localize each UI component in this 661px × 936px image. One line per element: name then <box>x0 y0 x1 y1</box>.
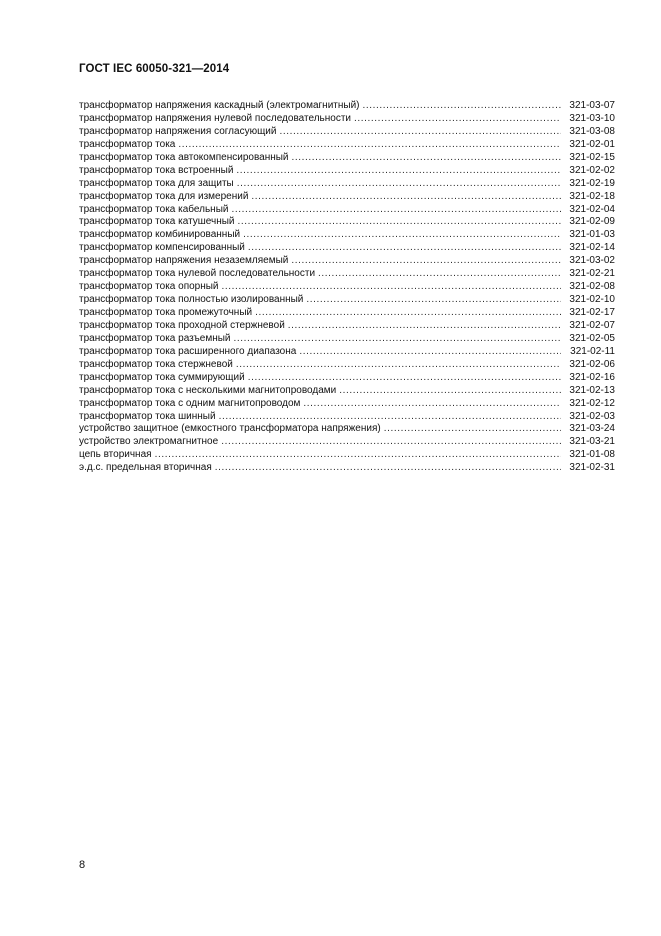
index-term: цепь вторичная <box>79 449 152 461</box>
dot-leader <box>231 204 561 217</box>
term-code: 321-02-15 <box>569 151 615 163</box>
dot-leader <box>248 242 561 255</box>
index-entry <box>79 411 615 424</box>
dot-leader <box>221 436 561 449</box>
index-entry <box>79 281 615 294</box>
index-term: устройство защитное (емкостного трансформатора напряжения) <box>79 423 381 435</box>
index-term: трансформатор тока для измерений <box>79 190 249 202</box>
index-entry <box>79 165 615 178</box>
index-entry <box>79 255 615 268</box>
index-term: трансформатор компенсированный <box>79 242 245 254</box>
index-entry <box>79 436 615 449</box>
index-entry <box>79 191 615 204</box>
term-code: 321-02-16 <box>569 371 615 383</box>
term-code: 321-02-11 <box>570 345 615 357</box>
index-entry <box>79 268 615 281</box>
dot-leader <box>215 462 561 475</box>
document-header: ГОСТ IEC 60050-321—2014 <box>79 63 230 75</box>
dot-leader <box>255 307 561 320</box>
index-term: э.д.с. предельная вторичная <box>79 462 212 474</box>
dot-leader <box>251 191 561 204</box>
index-entry <box>79 204 615 217</box>
index-entry <box>79 346 615 359</box>
index-entry <box>79 449 615 462</box>
term-code: 321-02-08 <box>569 281 615 293</box>
index-term: трансформатор тока промежуточный <box>79 307 253 318</box>
term-code: 321-02-02 <box>569 164 615 176</box>
index-term: устройство электромагнитное <box>79 436 219 448</box>
index-entry <box>79 294 615 307</box>
index-term: трансформатор напряжения каскадный (электромагнитный) <box>79 100 360 111</box>
index-term: трансформатор тока для защиты <box>79 177 234 189</box>
term-code: 321-01-08 <box>569 449 615 461</box>
dot-leader <box>233 333 561 346</box>
index-term: трансформатор тока шинный <box>79 410 216 422</box>
index-entry <box>79 126 615 139</box>
index-term: трансформатор тока суммирующий <box>79 371 245 383</box>
index-entry <box>79 423 615 436</box>
index-entry <box>79 333 615 346</box>
index-term: трансформатор тока <box>79 138 176 150</box>
index-entry <box>79 307 615 320</box>
term-code: 321-02-10 <box>569 294 615 306</box>
index-term: трансформатор напряжения согласующий <box>79 125 277 137</box>
index-entry <box>79 100 615 113</box>
index-entry <box>79 178 615 191</box>
term-code: 321-03-08 <box>569 125 615 137</box>
dot-leader <box>243 229 561 242</box>
term-code: 321-02-01 <box>569 138 615 150</box>
index-entry <box>79 320 615 333</box>
dot-leader <box>354 113 561 126</box>
index-term: трансформатор тока автокомпенсированный <box>79 151 289 163</box>
dot-leader <box>363 100 562 113</box>
term-code: 321-02-17 <box>569 307 615 318</box>
term-code: 321-02-09 <box>569 216 615 228</box>
dot-leader <box>236 165 561 178</box>
term-code: 321-02-12 <box>569 397 615 409</box>
term-code: 321-03-21 <box>569 436 615 448</box>
index-entry <box>79 152 615 165</box>
dot-leader <box>178 139 561 152</box>
dot-leader <box>238 216 561 229</box>
dot-leader <box>384 423 561 436</box>
index-term: трансформатор напряжения нулевой последовательности <box>79 112 351 124</box>
index-entry <box>79 113 615 126</box>
index-term: трансформатор тока встроенный <box>79 164 234 176</box>
page-number: 8 <box>79 859 86 871</box>
term-code: 321-01-03 <box>569 229 615 241</box>
term-code: 321-03-07 <box>569 100 615 111</box>
term-code: 321-02-18 <box>569 190 615 202</box>
index-term: трансформатор тока полностью изолированный <box>79 294 304 306</box>
index-term: трансформатор тока нулевой последовательности <box>79 268 316 280</box>
index-term: трансформатор тока стержневой <box>79 358 233 370</box>
dot-leader <box>236 359 561 372</box>
dot-leader <box>237 178 561 191</box>
index-entry <box>79 359 615 372</box>
dot-leader <box>318 268 561 281</box>
index-term: трансформатор напряжения незаземляемый <box>79 255 289 267</box>
term-code: 321-02-03 <box>569 410 615 422</box>
index-entry <box>79 462 615 475</box>
index-term: трансформатор комбинированный <box>79 229 241 241</box>
index-entry <box>79 385 615 398</box>
dot-leader <box>219 411 561 424</box>
dot-leader <box>291 255 561 268</box>
dot-leader <box>155 449 561 462</box>
index-term: трансформатор тока расширенного диапазона <box>79 345 297 357</box>
dot-leader <box>288 320 561 333</box>
dot-leader <box>292 152 561 165</box>
index-term: трансформатор тока разъемный <box>79 332 231 344</box>
term-code: 321-02-31 <box>569 462 615 474</box>
index-entry <box>79 216 615 229</box>
dot-leader <box>222 281 561 294</box>
term-index-list <box>79 100 615 475</box>
term-code: 321-02-21 <box>569 268 615 280</box>
index-term: трансформатор тока катушечный <box>79 216 235 228</box>
dot-leader <box>306 294 561 307</box>
term-code: 321-02-13 <box>569 384 615 396</box>
term-code: 321-02-05 <box>569 332 615 344</box>
index-term: трансформатор тока с одним магнитопроводом <box>79 397 301 409</box>
index-term: трансформатор тока с несколькими магнитопроводами <box>79 384 337 396</box>
index-entry <box>79 242 615 255</box>
term-code: 321-02-06 <box>569 358 615 370</box>
dot-leader <box>248 372 561 385</box>
index-term: трансформатор тока проходной стержневой <box>79 319 285 331</box>
index-term: трансформатор тока кабельный <box>79 203 229 215</box>
term-code: 321-02-14 <box>569 242 615 254</box>
term-code: 321-03-24 <box>569 423 615 435</box>
index-entry <box>79 372 615 385</box>
index-term: трансформатор тока опорный <box>79 281 219 293</box>
index-entry <box>79 139 615 152</box>
dot-leader <box>299 346 561 359</box>
term-code: 321-03-02 <box>569 255 615 267</box>
term-code: 321-02-07 <box>569 319 615 331</box>
term-code: 321-02-04 <box>569 203 615 215</box>
dot-leader <box>339 385 561 398</box>
term-code: 321-02-19 <box>569 177 615 189</box>
dot-leader <box>279 126 561 139</box>
index-entry <box>79 398 615 411</box>
dot-leader <box>303 398 561 411</box>
term-code: 321-03-10 <box>569 112 615 124</box>
index-entry <box>79 229 615 242</box>
